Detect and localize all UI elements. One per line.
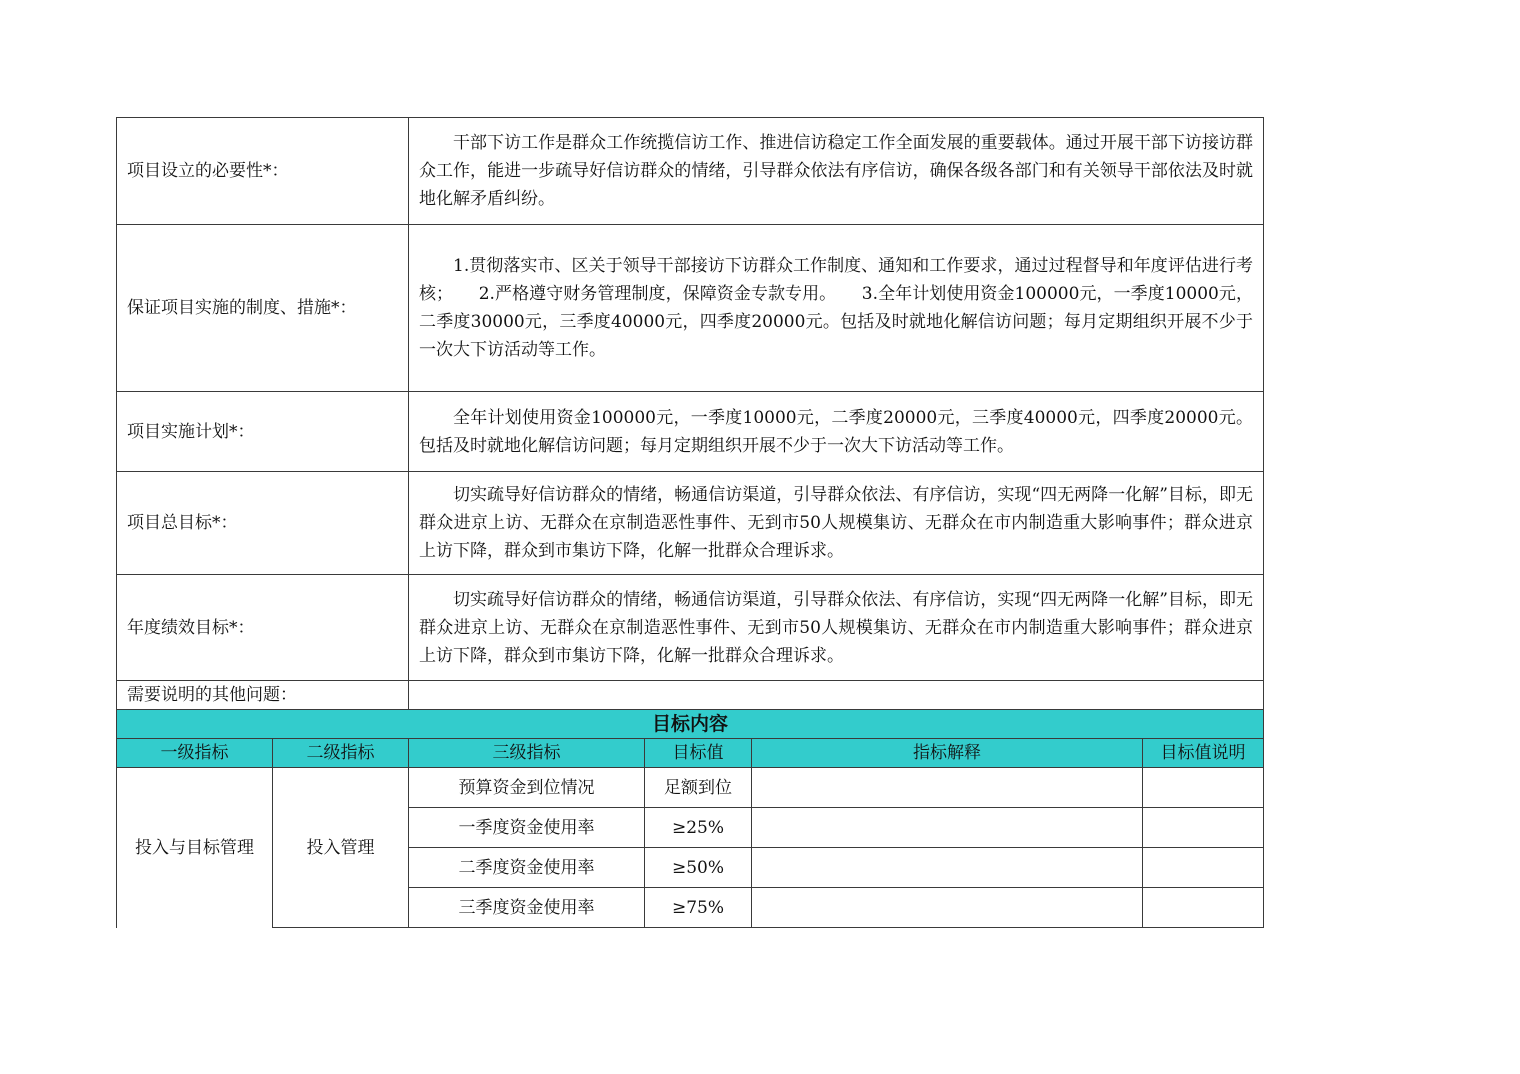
column-header: 一级指标 bbox=[117, 739, 273, 768]
field-label: 项目总目标*： bbox=[117, 472, 409, 575]
indicator-explanation bbox=[752, 888, 1143, 928]
indicator-explanation bbox=[752, 848, 1143, 888]
field-content: 切实疏导好信访群众的情绪，畅通信访渠道，引导群众依法、有序信访，实现“四无两降一化解”目标，即无群众进京上访、无群众在京制造恶性事件、无到市50人规模集访、无群众在市内制造重大影响事件；群众进京上访下降，群众到市集访下降，化解一批群众合理诉求。 bbox=[409, 575, 1264, 681]
indicator-explanation bbox=[752, 808, 1143, 848]
form-row-measures bbox=[117, 225, 1264, 392]
column-header: 二级指标 bbox=[273, 739, 409, 768]
target-section-title: 目标内容 bbox=[117, 710, 1264, 739]
field-label: 保证项目实施的制度、措施*： bbox=[117, 225, 409, 392]
target-value: ≥75% bbox=[645, 888, 752, 928]
field-content bbox=[409, 681, 1264, 710]
field-label: 项目实施计划*： bbox=[117, 392, 409, 472]
form-row-overall-goal bbox=[117, 472, 1264, 575]
field-content: 1.贯彻落实市、区关于领导干部接访下访群众工作制度、通知和工作要求，通过过程督导和年度评估进行考核； 2.严格遵守财务管理制度，保障资金专款专用。 3.全年计划使用资金100000元，一季度10000元，二季度30000元，三季度40000元，四季度20000元。包括及时就地化解信访问题；每月定期组织开展不少于一次大下访活动等工作。 bbox=[409, 225, 1264, 392]
column-header: 三级指标 bbox=[409, 739, 645, 768]
level3-indicator: 预算资金到位情况 bbox=[409, 768, 645, 808]
level1-indicator: 投入与目标管理 bbox=[117, 768, 273, 928]
column-header: 目标值说明 bbox=[1143, 739, 1264, 768]
field-label: 需要说明的其他问题： bbox=[117, 681, 409, 710]
column-header: 目标值 bbox=[645, 739, 752, 768]
level3-indicator: 三季度资金使用率 bbox=[409, 888, 645, 928]
target-value: ≥50% bbox=[645, 848, 752, 888]
target-column-headers bbox=[117, 739, 1264, 768]
form-row-annual-goal bbox=[117, 575, 1264, 681]
form-row-other-issues bbox=[117, 681, 1264, 710]
field-content: 干部下访工作是群众工作统揽信访工作、推进信访稳定工作全面发展的重要载体。通过开展干部下访接访群众工作，能进一步疏导好信访群众的情绪，引导群众依法有序信访，确保各级各部门和有关领导干部依法及时就地化解矛盾纠纷。 bbox=[409, 118, 1264, 225]
target-value-note bbox=[1143, 808, 1264, 848]
target-value-note bbox=[1143, 848, 1264, 888]
project-form-table bbox=[116, 117, 1264, 928]
level2-indicator: 投入管理 bbox=[273, 768, 409, 928]
target-section-header bbox=[117, 710, 1264, 739]
field-label: 项目设立的必要性*： bbox=[117, 118, 409, 225]
field-content: 全年计划使用资金100000元，一季度10000元，二季度20000元，三季度40000元，四季度20000元。包括及时就地化解信访问题；每月定期组织开展不少于一次大下访活动等工作。 bbox=[409, 392, 1264, 472]
level3-indicator: 二季度资金使用率 bbox=[409, 848, 645, 888]
target-value-note bbox=[1143, 888, 1264, 928]
column-header: 指标解释 bbox=[752, 739, 1143, 768]
table-row bbox=[117, 768, 1264, 808]
indicator-explanation bbox=[752, 768, 1143, 808]
field-label: 年度绩效目标*： bbox=[117, 575, 409, 681]
form-row-plan bbox=[117, 392, 1264, 472]
field-content: 切实疏导好信访群众的情绪，畅通信访渠道，引导群众依法、有序信访，实现“四无两降一化解”目标，即无群众进京上访、无群众在京制造恶性事件、无到市50人规模集访、无群众在市内制造重大影响事件；群众进京上访下降，群众到市集访下降，化解一批群众合理诉求。 bbox=[409, 472, 1264, 575]
target-value-note bbox=[1143, 768, 1264, 808]
target-value: ≥25% bbox=[645, 808, 752, 848]
form-row-necessity bbox=[117, 118, 1264, 225]
target-value: 足额到位 bbox=[645, 768, 752, 808]
level3-indicator: 一季度资金使用率 bbox=[409, 808, 645, 848]
